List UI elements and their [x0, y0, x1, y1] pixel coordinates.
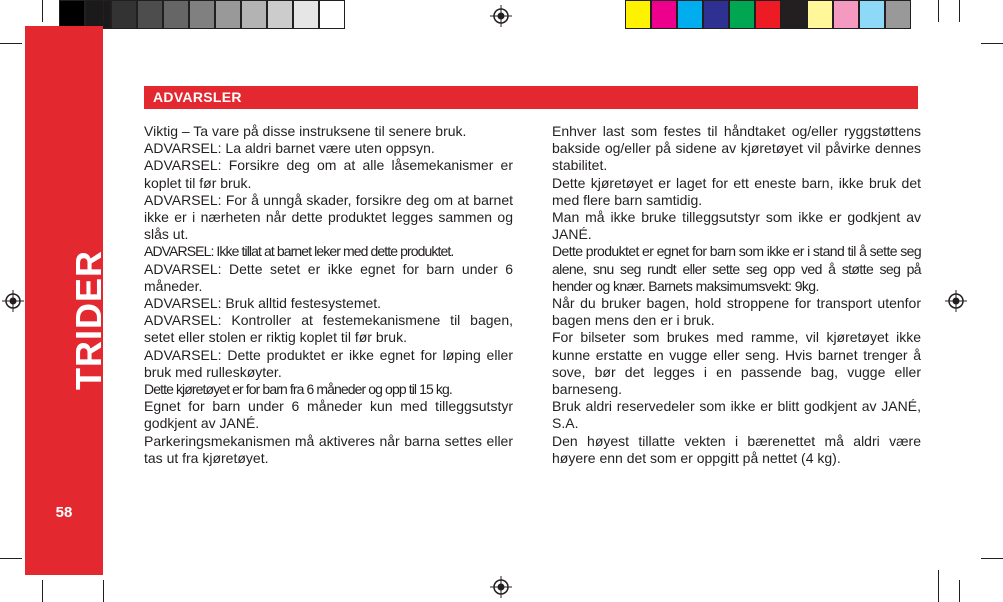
paragraph: Når du bruker bagen, hold stroppene for transport utenfor bagen mens den er i bruk. — [552, 295, 921, 329]
left-text-column — [144, 123, 513, 467]
color-swatch — [625, 0, 651, 29]
right-text-column — [552, 123, 921, 467]
registration-mark-icon — [490, 576, 512, 598]
color-swatch — [319, 0, 345, 29]
color-swatch — [885, 0, 911, 29]
paragraph: ADVARSEL: Dette produktet er ikke egnet for løping eller bruk med rulleskøyter. — [144, 346, 513, 380]
crop-mark — [103, 580, 104, 602]
paragraph: Dette kjøretøyet er laget for ett eneste barn, ikke bruk det med flere barn samtidig. — [552, 174, 921, 208]
color-swatch — [163, 0, 189, 29]
color-swatch — [703, 0, 729, 29]
color-swatch — [729, 0, 755, 29]
paragraph: Dette kjøretøyet er for barn fra 6 måneder og opp til 15 kg. — [144, 381, 452, 398]
color-swatch — [137, 0, 163, 29]
paragraph: Den høyest tillatte vekten i bærenettet må aldri være høyere enn det som er oppgitt på nettet (4 kg). — [552, 432, 921, 466]
crop-mark — [42, 580, 43, 602]
color-swatch — [189, 0, 215, 29]
paragraph: ADVARSEL: La aldri barnet være uten oppsyn. — [144, 140, 435, 157]
paragraph: ADVARSEL: Dette setet er ikke egnet for barn under 6 måneder. — [144, 260, 513, 294]
color-swatch — [85, 0, 111, 29]
color-swatch — [651, 0, 677, 29]
crop-mark — [959, 580, 960, 602]
paragraph: ADVARSEL: Bruk alltid festesystemet. — [144, 295, 382, 312]
crop-mark — [938, 0, 939, 22]
crop-mark — [0, 558, 22, 559]
section-title: ADVARSLER — [153, 89, 242, 105]
color-swatch — [859, 0, 885, 29]
crop-mark — [42, 0, 43, 22]
crop-mark — [0, 43, 22, 44]
paragraph: ADVARSEL: For å unngå skader, forsikre deg om at barnet ikke er i nærheten når dette produktet legges sammen og slås ut. — [144, 191, 513, 243]
color-swatch — [111, 0, 137, 29]
color-swatch — [241, 0, 267, 29]
paragraph: Bruk aldri reservedeler som ikke er blitt godkjent av JANÉ, S.A. — [552, 398, 921, 432]
paragraph: Dette produktet er egnet for barn som ikke er i stand til å sette seg alene, snu seg rundt eller sette seg opp ved å støtte seg på hender og knær. Barnets maksimumsvekt: 9kg. — [552, 243, 921, 294]
crop-mark — [938, 570, 939, 602]
paragraph: Enhver last som festes til håndtaket og/eller ryggstøttens bakside og/eller på sidene av kjøretøyet vil påvirke dennes stabilitet. — [552, 123, 921, 174]
crop-mark — [959, 0, 960, 22]
paragraph: ADVARSEL: Forsikre deg om at alle låsemekanismer er koplet til før bruk. — [144, 157, 513, 191]
paragraph: ADVARSEL: Ikke tillat at barnet leker med dette produktet. — [144, 243, 454, 260]
color-swatch — [833, 0, 859, 29]
paragraph: ADVARSEL: Kontroller at festemekanismene til bagen, setet eller stolen er riktig koplet til før bruk. — [144, 312, 513, 346]
color-swatch — [293, 0, 319, 29]
brand-title: TRIDER — [68, 250, 109, 390]
color-swatch — [807, 0, 833, 29]
color-swatch — [781, 0, 807, 29]
color-swatch — [215, 0, 241, 29]
registration-mark-icon — [945, 290, 967, 312]
page-number: 58 — [55, 504, 73, 521]
registration-mark-icon — [490, 5, 512, 27]
color-calibration-bar — [625, 0, 911, 31]
color-swatch — [59, 0, 85, 29]
paragraph: For bilseter som brukes med ramme, vil kjøretøyet ikke kunne erstatte en vugge eller seng. Hvis barnet trenger å sove, bør det legges i en passende bag, vugge eller barneseng. — [552, 329, 921, 398]
color-swatch — [755, 0, 781, 29]
paragraph: Viktig – Ta vare på disse instruksene til senere bruk. — [144, 123, 467, 139]
color-swatch — [267, 0, 293, 29]
crop-mark — [103, 0, 104, 22]
color-swatch — [677, 0, 703, 29]
section-header-bar — [144, 86, 918, 109]
paragraph: Parkeringsmekanismen må aktiveres når barna settes eller tas ut fra kjøretøyet. — [144, 432, 513, 466]
crop-mark — [981, 558, 1003, 559]
brand-sidebar — [25, 26, 109, 575]
paragraph: Man må ikke bruke tilleggsutstyr som ikke er godkjent av JANÉ. — [552, 209, 921, 243]
crop-mark — [981, 43, 1003, 44]
registration-mark-icon — [2, 290, 24, 312]
paragraph: Egnet for barn under 6 måneder kun med tilleggsutstyr godkjent av JANÉ. — [144, 398, 513, 432]
